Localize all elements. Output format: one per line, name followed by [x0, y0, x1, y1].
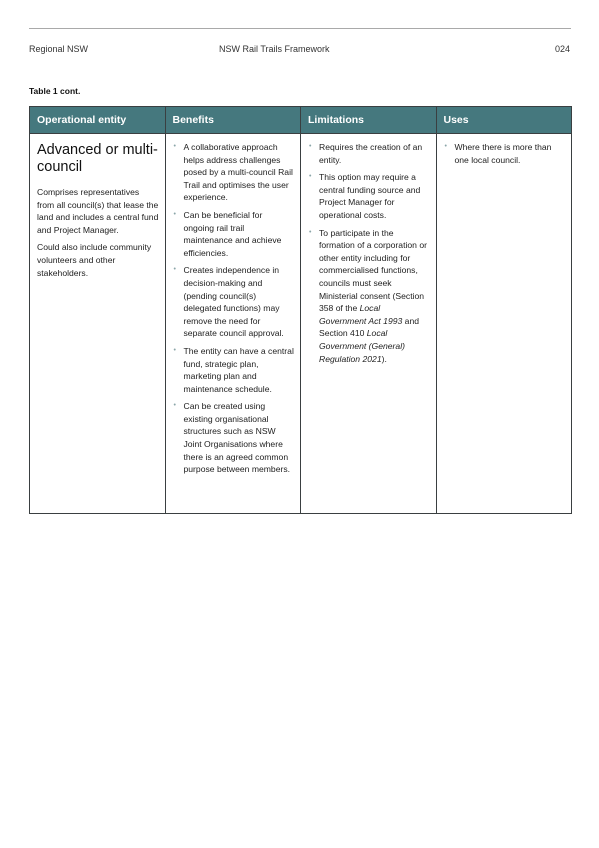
legislation-reference: Local Government Act 1993: [319, 303, 403, 326]
entity-title: Advanced or multi-council: [37, 142, 158, 175]
limitation-text-part: and Section 410: [319, 315, 420, 339]
limitation-text-part: To participate in the formation of a corporation or other entity including for commercialised functions, councils must seek Ministerial consent (Section 358 of the: [319, 227, 427, 314]
bullet-icon: •: [173, 266, 176, 274]
list-item: [173, 345, 295, 395]
legislation-reference: Local Government (General) Regulation 2021: [319, 328, 405, 364]
list-item: [173, 141, 295, 204]
uses-list: [444, 141, 566, 166]
list-item: [308, 227, 430, 366]
list-item: [173, 400, 295, 476]
bullet-icon: •: [173, 402, 176, 410]
benefit-text: A collaborative approach helps address challenges posed by a multi-council Rail Trail and optimises the user experience.: [183, 142, 293, 203]
table-header-row: [30, 107, 572, 134]
limitation-text: Requires the creation of an entity.: [319, 142, 423, 165]
list-item: [308, 171, 430, 221]
list-item: [173, 264, 295, 340]
header-rule: [29, 28, 571, 29]
limitations-cell: [301, 134, 437, 514]
benefit-text: Can be created using existing organisational structures such as NSW Joint Organisations where there is an agreed common purpose between members.: [183, 401, 291, 475]
column-header-uses: Uses: [436, 107, 572, 134]
entity-description: Comprises representatives from all council(s) that lease the land and includes a central fund and Project Manager.: [37, 187, 159, 235]
column-header-benefits: Benefits: [165, 107, 301, 134]
bullet-icon: •: [309, 143, 312, 150]
benefit-text: Can be beneficial for ongoing rail trail maintenance and achieve efficiencies.: [183, 209, 282, 258]
limitation-text: [319, 228, 427, 364]
uses-cell: [436, 134, 572, 514]
limitation-text: This option may require a central funding source and Project Manager for operational costs.: [319, 172, 421, 220]
header-document-title: NSW Rail Trails Framework: [219, 44, 330, 54]
use-text: Where there is more than one local council.: [454, 142, 552, 165]
limitation-text-part: ).: [381, 353, 387, 364]
header-left-text: Regional NSW: [29, 44, 89, 54]
operational-entity-table: [29, 106, 572, 514]
column-header-limitations: Limitations: [301, 107, 437, 134]
limitations-list: [308, 141, 430, 365]
bullet-icon: •: [309, 228, 312, 236]
benefit-text: Creates independence in decision-making and (pending council(s) delegated functions) may remove the need for separate council approval.: [183, 265, 284, 339]
bullet-icon: •: [173, 346, 176, 354]
list-item: [173, 209, 295, 259]
benefits-cell: [165, 134, 301, 514]
benefit-text: The entity can have a central fund, strategic plan, marketing plan and maintenance schedule.: [183, 345, 294, 394]
page-number: 024: [554, 44, 570, 54]
bullet-icon: •: [173, 143, 176, 150]
column-header-operational-entity: Operational entity: [30, 107, 166, 134]
list-item: [444, 141, 566, 166]
bullet-icon: •: [173, 210, 176, 218]
table-row: [30, 134, 572, 514]
bullet-icon: •: [309, 173, 312, 181]
entity-cell: [30, 134, 166, 514]
list-item: [308, 141, 430, 166]
table-caption: Table 1 cont.: [29, 86, 81, 96]
benefits-list: [173, 141, 295, 476]
bullet-icon: •: [444, 143, 447, 150]
entity-description-extra: Could also include community volunteers and other stakeholders.: [37, 242, 152, 278]
